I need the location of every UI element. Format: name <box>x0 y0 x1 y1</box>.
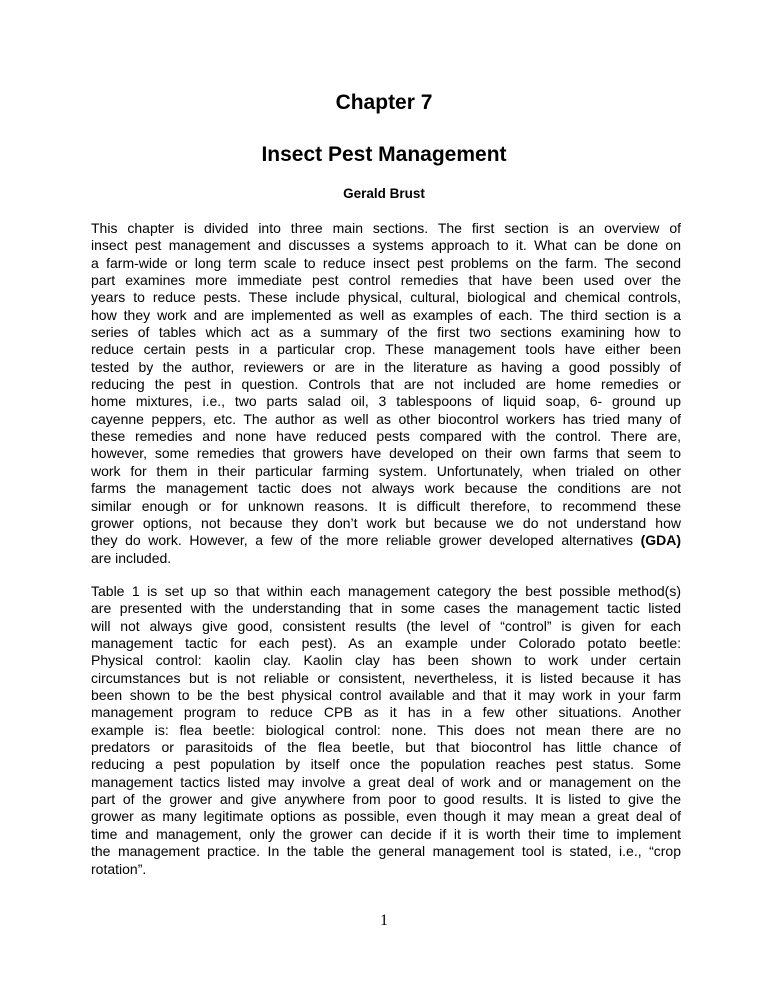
text-line <box>91 550 681 567</box>
text-line-content: time and management, only the grower can decide if it is worth their time to implement <box>91 825 681 842</box>
text-line <box>91 289 681 306</box>
chapter-title: Insect Pest Management <box>261 143 507 166</box>
text-line <box>91 739 681 756</box>
text-line <box>91 600 681 617</box>
text-line-content: tested by the author, reviewers or are in the literature as having a good possibly of <box>91 358 681 375</box>
text-line <box>91 532 681 549</box>
text-line <box>91 498 681 515</box>
gda-abbreviation: (GDA) <box>640 532 681 549</box>
text-line-content: years to reduce pests. These include physical, cultural, biological and chemical controls, <box>91 289 681 306</box>
text-line <box>91 826 681 843</box>
text-line <box>91 480 681 497</box>
text-line-content: been shown to be the best physical control available and that it may work in your farm <box>91 687 681 704</box>
text-line <box>91 463 681 480</box>
paragraph-table-description <box>91 583 681 878</box>
text-line-content: are presented with the understanding that in some cases the management tactic listed <box>91 600 681 617</box>
text-line-content: management tactics listed may involve a great deal of work and or management on the <box>91 773 681 790</box>
text-line <box>91 237 681 254</box>
text-line-content: management program to reduce CPB as it has in a few other situations. Another <box>91 704 681 721</box>
text-line-content: will not always give good, consistent results (the level of “control” is given for each <box>91 617 681 634</box>
text-line-content: Table 1 is set up so that within each management category the best possible method(s) <box>91 583 681 599</box>
text-line-content: similar enough or for unknown reasons. It is difficult therefore, to recommend these <box>91 497 681 514</box>
text-line <box>91 411 681 428</box>
text-line <box>91 393 681 410</box>
text-line-content: however, some remedies that growers have developed on their own farms that seem to <box>91 445 681 462</box>
text-line-content: circumstances but is not reliable or consistent, nevertheless, it is listed because it has <box>91 669 681 686</box>
text-line <box>91 445 681 462</box>
text-line-content: reducing a pest population by itself once the population reaches pest status. Some <box>91 756 681 773</box>
text-line-content: grower as many legitimate options as possible, even though it may mean a great deal of <box>91 808 681 825</box>
text-line <box>91 359 681 376</box>
text-line-content: insect pest management and discusses a systems approach to it. What can be done on <box>91 237 681 254</box>
text-line-content: series of tables which act as a summary of the first two sections examining how to <box>91 324 681 341</box>
text-line <box>91 704 681 721</box>
text-line <box>91 652 681 669</box>
text-line-content: part of the grower and give anywhere from poor to good results. It is listed to give the <box>91 791 681 808</box>
page-number: 1 <box>380 912 388 929</box>
text-line <box>91 307 681 324</box>
text-line-content: reducing the pest in question. Controls that are not included are home remedies or <box>91 376 681 393</box>
text-line <box>91 583 681 600</box>
text-line <box>91 791 681 808</box>
text-line-content: cayenne peppers, etc. The author as well as other biocontrol workers has tried many of <box>91 410 681 427</box>
text-line <box>91 687 681 704</box>
text-line-content: work for them in their particular farming system. Unfortunately, when trialed on other <box>91 462 681 479</box>
text-line-content: management tactic for each pest). As an example under Colorado potato beetle: <box>91 635 681 652</box>
text-line <box>91 843 681 860</box>
text-line-content: predators or parasitoids of the flea beetle, but that biocontrol has little chance of <box>91 739 681 756</box>
text-line-content: are included. <box>91 549 172 566</box>
text-line <box>91 861 681 878</box>
text-line <box>91 774 681 791</box>
text-line-content: home mixtures, i.e., two parts salad oil, 3 tablespoons of liquid soap, 6- ground up <box>91 393 681 410</box>
author: Gerald Brust <box>343 186 425 201</box>
text-line-content: they do work. However, a few of the more reliable grower developed alternatives <box>91 532 641 549</box>
text-line <box>91 618 681 635</box>
text-line-content: how they work and are implemented as well as examples of each. The third section is a <box>91 306 681 323</box>
text-line-content: This chapter is divided into three main sections. The first section is an overview of <box>91 220 681 236</box>
text-line <box>91 255 681 272</box>
text-line <box>91 376 681 393</box>
text-line-content: farms the management tactic does not always work because the conditions are not <box>91 480 681 497</box>
text-line <box>91 808 681 825</box>
text-line-content: Physical control: kaolin clay. Kaolin clay has been shown to work under certain <box>91 652 681 669</box>
text-line <box>91 220 681 237</box>
text-line <box>91 324 681 341</box>
text-line-content: reduce certain pests in a particular crop. These management tools have either been <box>91 341 681 358</box>
text-line <box>91 341 681 358</box>
text-line-content: part examines more immediate pest control remedies that have been used over the <box>91 272 681 289</box>
text-line <box>91 428 681 445</box>
text-line <box>91 272 681 289</box>
text-line-content: rotation”. <box>91 860 147 877</box>
text-line-content: the management practice. In the table the general management tool is stated, i.e., “crop <box>91 843 681 860</box>
text-line-content: a farm-wide or long term scale to reduce insect pest problems on the farm. The second <box>91 254 681 271</box>
text-line <box>91 722 681 739</box>
text-line-content: example is: flea beetle: biological control: none. This does not mean there are no <box>91 721 681 738</box>
text-line-content: grower options, not because they don’t work but because we do not understand how <box>91 514 681 531</box>
text-line-content: these remedies and none have reduced pests compared with the control. There are, <box>91 428 681 445</box>
text-line <box>91 756 681 773</box>
text-line <box>91 670 681 687</box>
text-line <box>91 635 681 652</box>
paragraph-intro <box>91 220 681 567</box>
text-line <box>91 515 681 532</box>
chapter-number: Chapter 7 <box>335 91 433 114</box>
